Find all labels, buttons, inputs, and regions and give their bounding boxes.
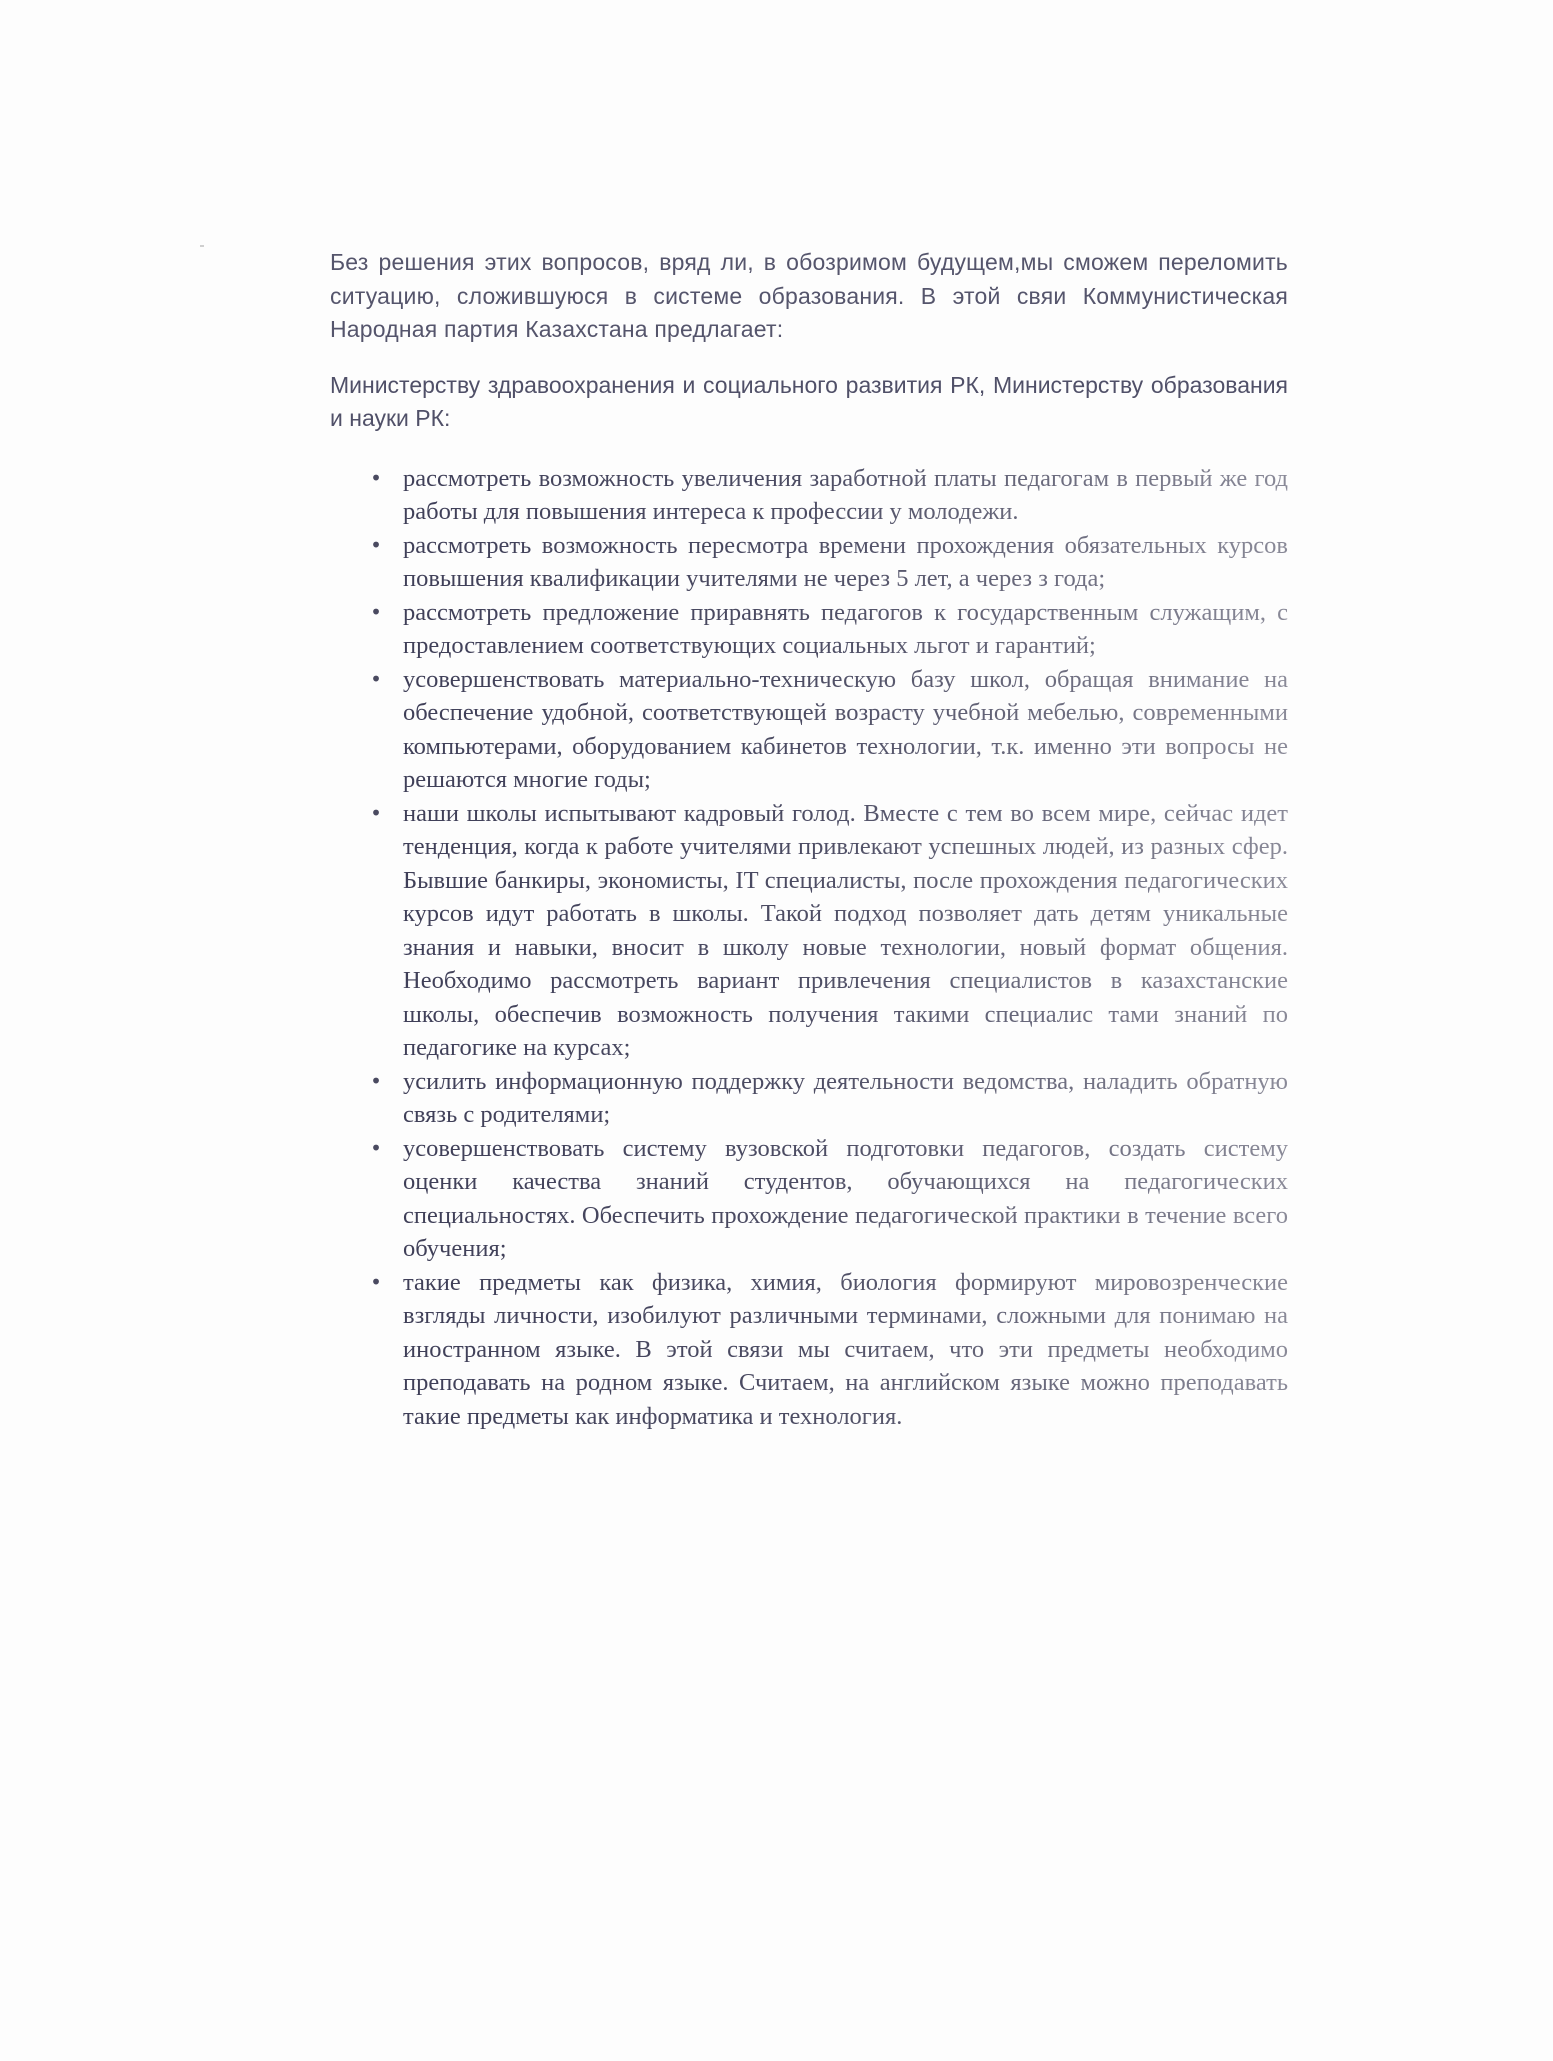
- bullet-icon: •: [370, 800, 382, 825]
- bullet-icon: •: [370, 1068, 382, 1093]
- proposal-item: [330, 663, 1288, 797]
- proposal-text: такие предметы как физика, химия, биология формируют мировозренческие взгляды личности, изобилуют различными терминами, сложными для понимаю на иностранном языке. В этой связи мы считаем, что эти предметы необходимо преподавать на родном языке. Считаем, на английском языке можно преподавать такие предметы как информатика и технология.: [403, 1266, 1288, 1434]
- proposal-item: [330, 462, 1288, 529]
- bullet-icon: •: [370, 599, 382, 624]
- proposal-text: рассмотреть предложение приравнять педагогов к государственным служащим, с предоставлением соответствующих социальных льгот и гарантий;: [403, 596, 1288, 663]
- addressee-paragraph: Министерству здравоохранения и социального развития РК, Министерству образования и науки РК:: [330, 371, 1288, 431]
- proposal-text: рассмотреть возможность пересмотра времени прохождения обязательных курсов повышения квалификации учителями не через 5 лет, а через з года;: [403, 529, 1288, 596]
- scan-artifact-mark: [200, 245, 204, 247]
- proposal-item: [330, 596, 1288, 663]
- proposal-text: рассмотреть возможность увеличения заработной платы педагогам в первый же год работы для повышения интереса к профессии у молодежи.: [403, 462, 1288, 529]
- bullet-icon: •: [370, 1269, 382, 1294]
- proposal-item: [330, 797, 1288, 1065]
- proposal-text: усовершенствовать материально-техническую базу школ, обращая внимание на обеспечение удобной, соответствующей возрасту учебной мебелью, современными компьютерами, оборудованием кабинетов технологии, т.к. именно эти вопросы не решаются многие годы;: [403, 663, 1288, 797]
- bullet-icon: •: [370, 465, 382, 490]
- intro-paragraph: Без решения этих вопросов, вряд ли, в обозримом будущем,мы сможем переломить ситуацию, сложившуюся в системе образования. В этой свяи Коммунистическая Народная партия Казахстана предлагает:: [330, 249, 1288, 342]
- bullet-icon: •: [370, 666, 382, 691]
- bullet-icon: •: [370, 1135, 382, 1160]
- proposal-list: [330, 462, 1288, 1434]
- proposal-text: усилить информационную поддержку деятельности ведомства, наладить обратную связь с родителями;: [403, 1065, 1288, 1132]
- proposal-text: наши школы испытывают кадровый голод. Вместе с тем во всем мире, сейчас идет тенденция, когда к работе учителями привлекают успешных людей, из разных сфер. Бывшие банкиры, экономисты, IT специалисты, после прохождения педагогических курсов идут работать в школы. Такой подход позволяет дать детям уникальные знания и навыки, вносит в школу новые технологии, новый формат общения. Необходимо рассмотреть вариант привлечения специалистов в казахстанские школы, обеспечив возможность получения такими специалис тами знаний по педагогике на курсах;: [403, 797, 1288, 1065]
- proposal-item: [330, 529, 1288, 596]
- document-body: [330, 246, 1288, 1433]
- proposal-item: [330, 1132, 1288, 1266]
- proposal-text: усовершенствовать систему вузовской подготовки педагогов, создать систему оценки качества знаний студентов, обучающихся на педагогических специальностях. Обеспечить прохождение педагогической практики в течение всего обучения;: [403, 1132, 1288, 1266]
- proposal-item: [330, 1266, 1288, 1434]
- bullet-icon: •: [370, 532, 382, 557]
- proposal-item: [330, 1065, 1288, 1132]
